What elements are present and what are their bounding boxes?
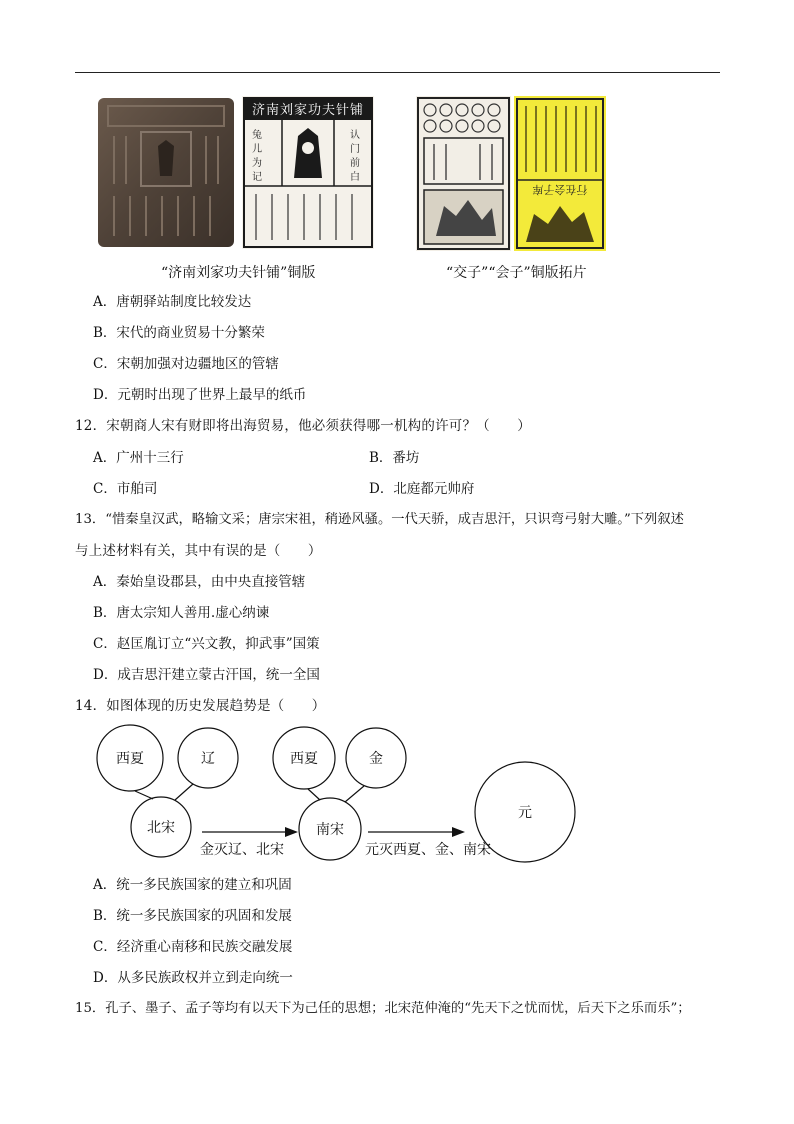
q13-stem-line2: 与上述材料有关，其中有误的是（ ） [75,543,322,559]
regime-diagram [75,716,595,866]
q12-stem: 12．宋朝商人宋有财即将出海贸易，他必须获得哪一机构的许可？（ ） [75,418,531,434]
svg-text:儿: 儿 [252,144,262,155]
arrow2-label: 元灭西夏、金、南宋 [365,842,491,858]
svg-text:兔: 兔 [252,130,262,141]
svg-text:门: 门 [350,144,360,155]
q12-option-c: C．市舶司 [93,481,158,497]
node-beisong-label: 北宋 [147,820,175,836]
plate-rubbing-image [242,96,374,249]
q14-option-b: B．统一多民族国家的巩固和发展 [93,908,292,924]
q11-option-a: A．唐朝驿站制度比较发达 [93,294,252,310]
q14-option-d: D．从多民族政权并立到走向统一 [93,970,293,986]
node-yuan-label: 元 [518,805,532,821]
node-jin-label: 金 [369,751,383,767]
q11-option-d: D．元朝时出现了世界上最早的纸币 [93,387,307,403]
bronze-plate-photo [96,96,236,249]
q14-stem: 14．如图体现的历史发展趋势是（ ） [75,698,326,714]
q14-option-c: C．经济重心南移和民族交融发展 [93,939,293,955]
svg-text:认: 认 [350,130,360,141]
header-rule [75,72,720,73]
notes-caption: “交子”“会子”铜版拓片 [446,265,587,281]
q13-option-d: D．成吉思汗建立蒙古汗国，统一全国 [93,667,320,683]
node-xixia-2-label: 西夏 [290,751,318,767]
svg-text:为: 为 [252,158,262,169]
q14-option-a: A．统一多民族国家的建立和巩固 [93,877,292,893]
q13-option-c: C．赵匡胤订立“兴文教，抑武事”国策 [93,636,320,652]
q13-option-b: B．唐太宗知人善用.虚心纳谏 [93,605,270,621]
q12-option-a: A．广州十三行 [93,450,184,466]
node-xixia-1-label: 西夏 [116,751,144,767]
arrow1-label: 金灭辽、北宋 [200,842,284,858]
svg-text:记: 记 [252,172,262,183]
q13-stem-line1: 13．“惜秦皇汉武，略输文采；唐宗宋祖，稍逊风骚。一代天骄，成吉思汗，只识弯弓射大雕。”下列叙述 [75,512,684,527]
svg-text:白: 白 [350,172,360,183]
q12-option-d: D．北庭都元帅府 [369,481,475,497]
node-nansong-label: 南宋 [316,822,344,838]
jiaozi-rubbing-image [416,96,511,251]
huizi-bottom-text: 行在会子库 [532,183,588,196]
q11-option-b: B．宋代的商业贸易十分繁荣 [93,325,265,341]
svg-text:前: 前 [350,158,360,169]
huizi-rubbing-image [514,96,606,251]
q15-stem: 15．孔子、墨子、孟子等均有以天下为己任的思想；北宋范仲淹的“先天下之忧而忧，后天下之乐而乐”； [75,1001,691,1016]
q13-option-a: A．秦始皇设郡县，由中央直接管辖 [93,574,306,590]
plate-caption: “济南刘家功夫针铺”铜版 [161,265,316,281]
plate-header-text: 济南刘家功夫针铺 [251,103,365,118]
q11-option-c: C．宋朝加强对边疆地区的管辖 [93,356,279,372]
node-liao-label: 辽 [201,751,215,767]
q12-option-b: B．番坊 [369,450,420,466]
